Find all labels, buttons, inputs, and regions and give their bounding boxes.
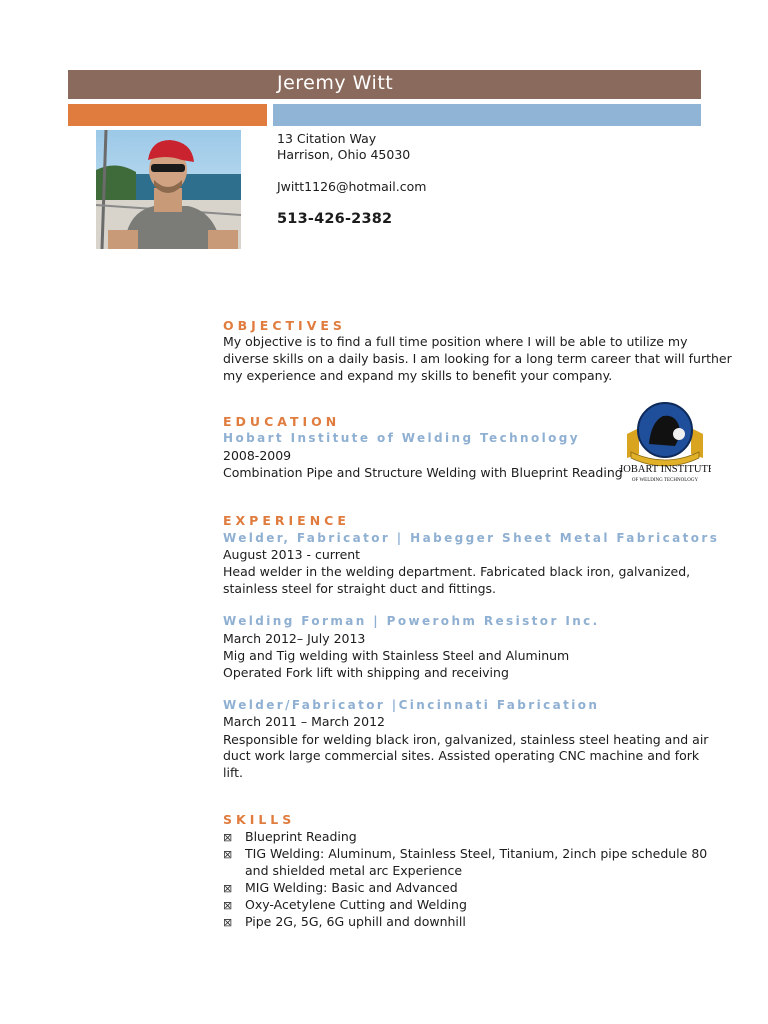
address-line-1: 13 Citation Way (277, 131, 377, 146)
checkbox-x-icon: ⊠ (223, 899, 233, 912)
profile-photo (96, 130, 241, 249)
job-description-line: Responsible for welding black iron, galvanized, stainless steel heating and air (223, 732, 709, 747)
logo-subtitle: OF WELDING TECHNOLOGY (631, 478, 699, 483)
phone-number: 513-426-2382 (277, 211, 393, 227)
job-description-line: lift. (223, 765, 244, 780)
job-description-line: stainless steel for straight duct and fittings. (223, 581, 497, 596)
email-address: Jwitt1126@hotmail.com (277, 179, 427, 194)
job-description-line: Head welder in the welding department. Fabricated black iron, galvanized, (223, 564, 691, 579)
job-title: Welding Forman | Powerohm Resistor Inc. (223, 614, 600, 628)
hobart-institute-logo (619, 396, 711, 484)
objectives-heading: OBJECTIVES (223, 318, 346, 333)
objective-line: My objective is to find a full time position where I will be able to utilize my (223, 334, 688, 349)
education-program: Combination Pipe and Structure Welding with Blueprint Reading (223, 465, 623, 480)
job-description-line: Operated Fork lift with shipping and receiving (223, 665, 509, 680)
objective-line: diverse skills on a daily basis. I am looking for a long term career that will further (223, 351, 732, 366)
accent-bar-orange (68, 104, 267, 126)
objective-line: my experience and expand my skills to benefit your company. (223, 368, 613, 383)
checkbox-x-icon: ⊠ (223, 916, 233, 929)
job-dates: August 2013 - current (223, 547, 361, 562)
checkbox-x-icon: ⊠ (223, 882, 233, 895)
accent-bar-blue (273, 104, 701, 126)
resume-name: Jeremy Witt (277, 72, 394, 94)
education-years: 2008-2009 (223, 448, 292, 463)
skills-heading: SKILLS (223, 812, 296, 827)
logo-title: HOBART INSTITUTE (619, 464, 711, 475)
experience-heading: EXPERIENCE (223, 513, 350, 528)
job-title: Welder, Fabricator | Habegger Sheet Metal Fabricators (223, 531, 720, 545)
skill-item-continued: and shielded metal arc Experience (245, 863, 463, 878)
checkbox-x-icon: ⊠ (223, 848, 233, 861)
job-description-line: Mig and Tig welding with Stainless Steel and Aluminum (223, 648, 570, 663)
job-dates: March 2011 – March 2012 (223, 714, 385, 729)
school-name: Hobart Institute of Welding Technology (223, 431, 580, 445)
job-description-line: duct work large commercial sites. Assisted operating CNC machine and fork (223, 748, 700, 763)
skill-item: Oxy-Acetylene Cutting and Welding (245, 897, 467, 912)
checkbox-x-icon: ⊠ (223, 831, 233, 844)
education-heading: EDUCATION (223, 414, 341, 429)
skill-item: Blueprint Reading (245, 829, 357, 844)
job-dates: March 2012– July 2013 (223, 631, 366, 646)
address-line-2: Harrison, Ohio 45030 (277, 147, 411, 162)
job-title: Welder/Fabricator |Cincinnati Fabrication (223, 698, 600, 712)
skill-item: MIG Welding: Basic and Advanced (245, 880, 458, 895)
skill-item: TIG Welding: Aluminum, Stainless Steel, Titanium, 2inch pipe schedule 80 (245, 846, 708, 861)
skill-item: Pipe 2G, 5G, 6G uphill and downhill (245, 914, 466, 929)
